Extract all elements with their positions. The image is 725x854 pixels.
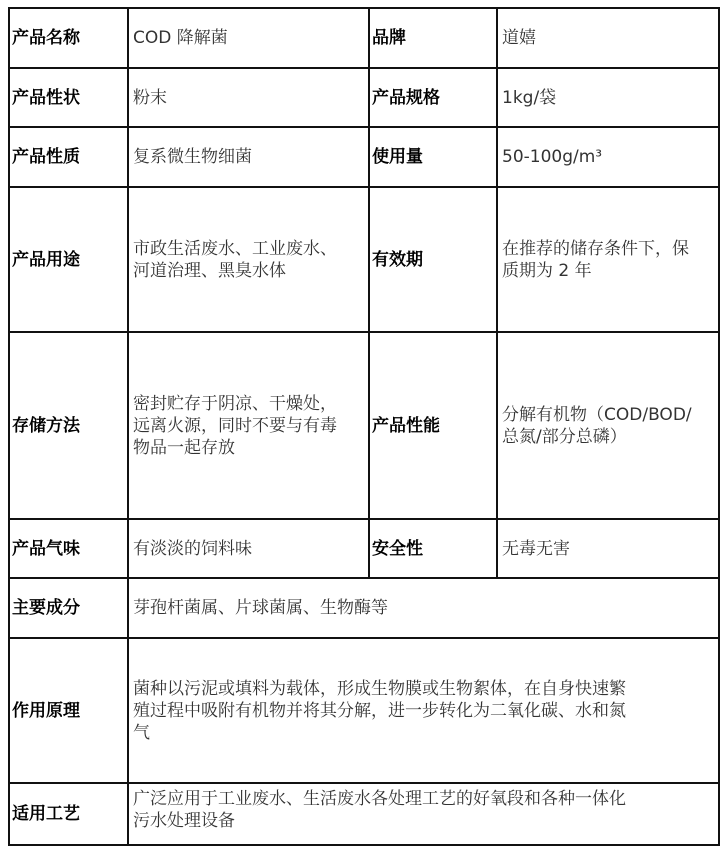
label-text: 产品用途 (12, 249, 80, 270)
label-text: 存储方法 (12, 415, 80, 436)
value-text: 菌种以污泥或填料为载体，形成生物膜或生物絮体，在自身快速繁 殖过程中吸附有机物并将其分解，进一步转化为二氧化碳、水和氮 气 (133, 678, 626, 743)
label-text: 适用工艺 (12, 804, 80, 824)
value-cell (498, 188, 718, 331)
label-cell (10, 520, 127, 577)
value-text: 密封贮存于阴凉、干燥处， 远离火源，同时不要与有毒 物品一起存放 (133, 393, 337, 458)
label-cell (10, 333, 127, 518)
label-text: 产品名称 (12, 28, 80, 48)
label-text: 品牌 (372, 28, 406, 48)
label-text: 作用原理 (12, 700, 80, 721)
value-cell (498, 520, 718, 577)
value-cell (129, 333, 368, 518)
value-cell (498, 9, 718, 67)
value-cell (129, 579, 718, 637)
column-divider (718, 7, 720, 846)
value-text: 市政生活废水、工业废水、 河道治理、黑臭水体 (133, 238, 337, 281)
value-text: 芽孢杆菌属、片球菌属、生物酶等 (133, 598, 388, 618)
value-text: 道嬉 (502, 28, 536, 48)
label-text: 产品性能 (372, 415, 440, 436)
value-text: COD 降解菌 (133, 28, 228, 48)
label-cell (370, 128, 496, 186)
value-cell (498, 69, 718, 126)
value-text: 有淡淡的饲料味 (133, 538, 252, 559)
value-cell (129, 639, 718, 782)
value-text: 复系微生物细菌 (133, 147, 252, 167)
value-cell (129, 784, 718, 844)
value-text: 分解有机物（COD/BOD/ 总氮/部分总磷） (502, 404, 692, 447)
label-cell (10, 128, 127, 186)
value-text: 无毒无害 (502, 538, 570, 559)
label-cell (10, 69, 127, 126)
value-cell (129, 520, 368, 577)
label-text: 产品气味 (12, 538, 80, 559)
value-text: 广泛应用于工业废水、生活废水各处理工艺的好氧段和各种一体化 污水处理设备 (133, 789, 626, 831)
label-cell (370, 520, 496, 577)
label-cell (10, 639, 127, 782)
value-cell (129, 128, 368, 186)
label-text: 产品规格 (372, 87, 440, 108)
label-text: 产品性状 (12, 87, 80, 108)
value-text: 在推荐的储存条件下，保 质期为 2 年 (502, 238, 689, 281)
value-cell (498, 333, 718, 518)
row-divider (8, 844, 720, 846)
value-cell (129, 69, 368, 126)
value-cell (129, 9, 368, 67)
label-cell (370, 188, 496, 331)
value-text: 粉末 (133, 87, 167, 108)
label-cell (10, 579, 127, 637)
label-cell (370, 9, 496, 67)
label-text: 主要成分 (12, 598, 80, 618)
label-cell (10, 188, 127, 331)
label-text: 安全性 (372, 538, 423, 559)
label-cell (370, 333, 496, 518)
value-text: 1kg/袋 (502, 87, 557, 108)
value-cell (129, 188, 368, 331)
value-text: 50-100g/m³ (502, 147, 603, 167)
label-cell (370, 69, 496, 126)
label-text: 使用量 (372, 147, 423, 167)
value-cell (498, 128, 718, 186)
label-text: 产品性质 (12, 147, 80, 167)
label-cell (10, 9, 127, 67)
label-text: 有效期 (372, 249, 423, 270)
label-cell (10, 784, 127, 844)
